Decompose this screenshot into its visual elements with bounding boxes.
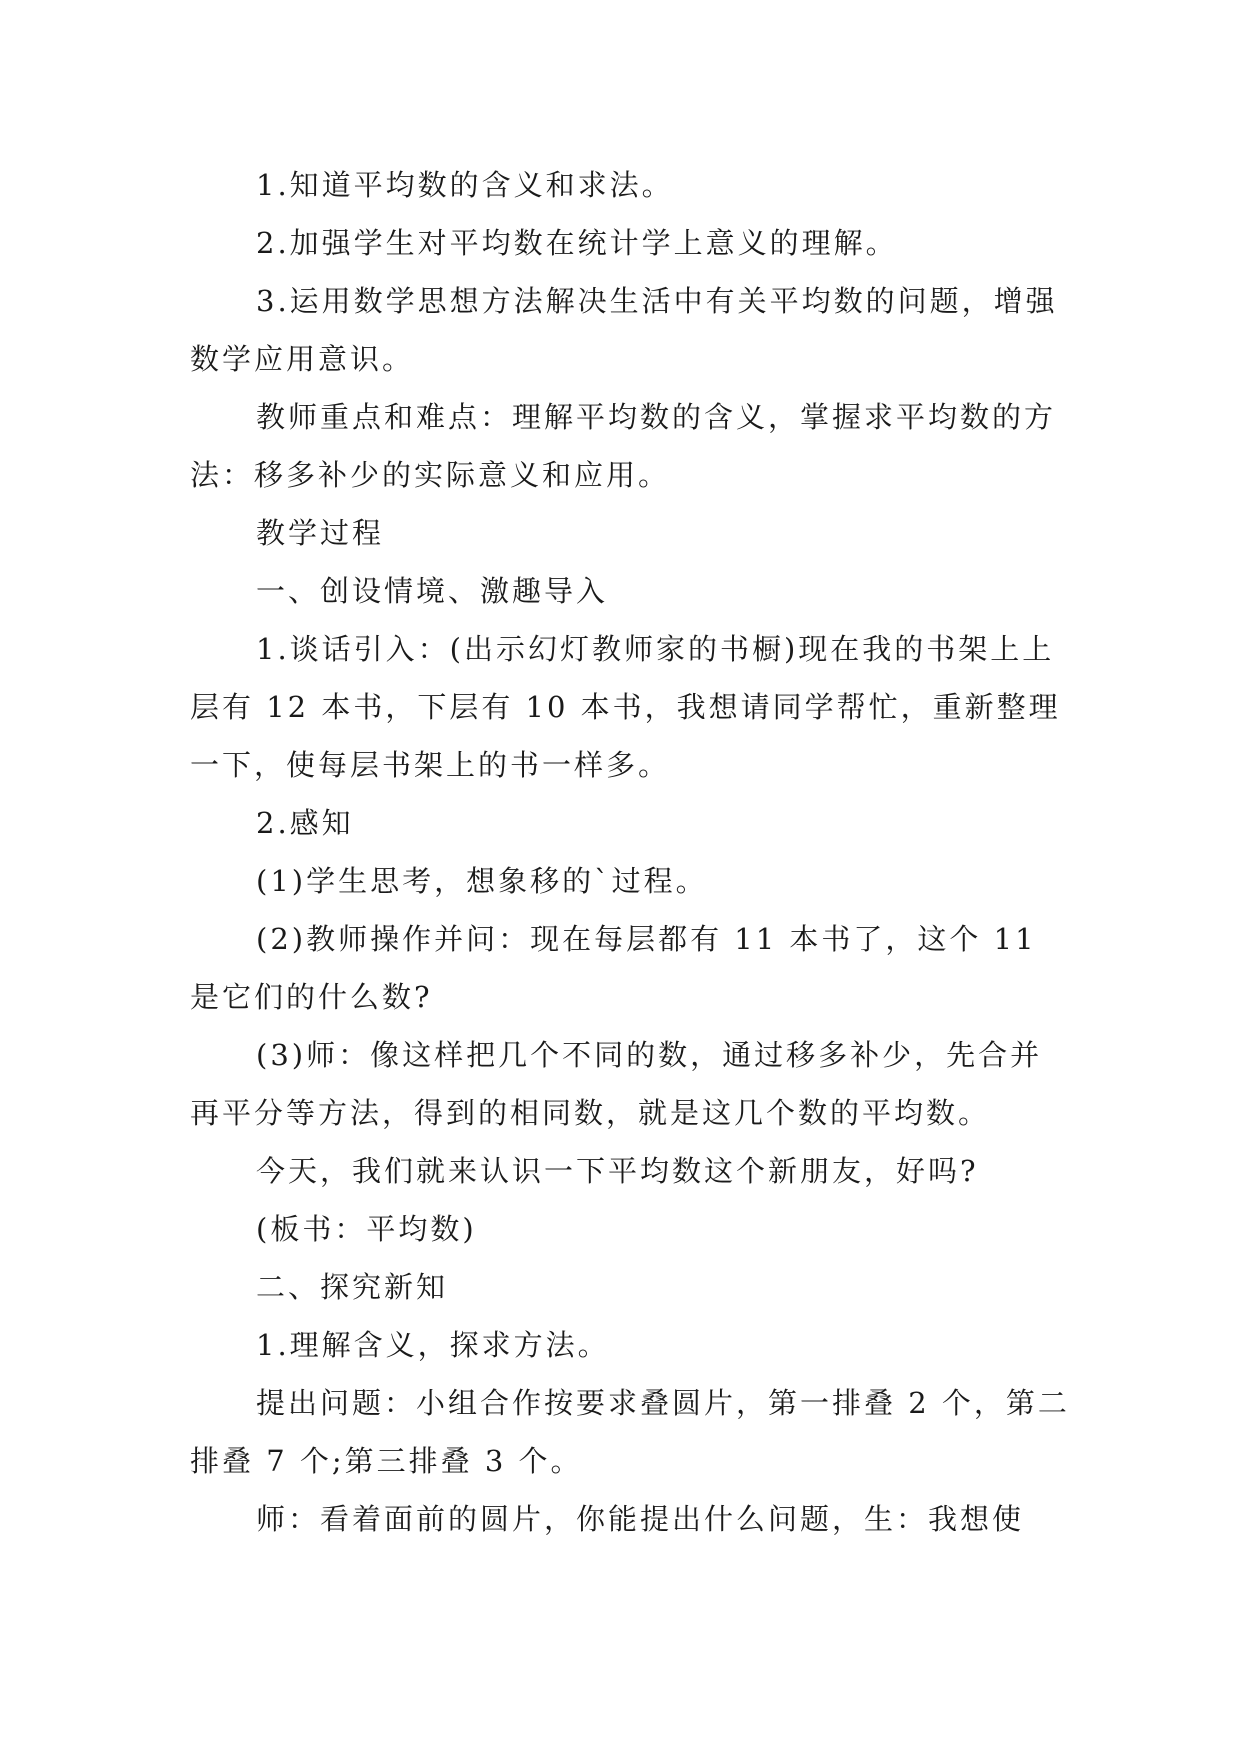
paragraph-teacher-prompt: 师：看着面前的圆片，你能提出什么问题，生：我想使 <box>256 1502 1025 1536</box>
paragraph-question: 提出问题：小组合作按要求叠圆片，第一排叠 2 个，第二排叠 7 个;第三排叠 3 个。 <box>190 1386 1070 1478</box>
paragraph-objective-1: 1.知道平均数的含义和求法。 <box>256 168 674 202</box>
paragraph-key-points: 教师重点和难点：理解平均数的含义，掌握求平均数的方法：移多补少的实际意义和应用。 <box>190 400 1057 492</box>
paragraph-step-3: (3)师：像这样把几个不同的数，通过移多补少，先合并再平分等方法，得到的相同数，就是这几个数的平均数。 <box>190 1038 1043 1130</box>
paragraph-step-2: (2)教师操作并问：现在每层都有 11 本书了，这个 11 是它们的什么数? <box>190 922 1037 1014</box>
heading-teaching-process: 教学过程 <box>256 516 385 550</box>
paragraph-step-1: (1)学生思考，想象移的`过程。 <box>256 864 708 898</box>
paragraph-perception: 2.感知 <box>256 806 354 840</box>
paragraph-intro: 1.谈话引入：(出示幻灯教师家的书橱)现在我的书架上上层有 12 本书，下层有 10 本书，我想请同学帮忙，重新整理一下，使每层书架上的书一样多。 <box>190 632 1061 782</box>
paragraph-board-note: (板书：平均数) <box>256 1212 477 1246</box>
paragraph-objective-3: 3.运用数学思想方法解决生活中有关平均数的问题，增强数学应用意识。 <box>190 284 1058 376</box>
paragraph-understand: 1.理解含义，探求方法。 <box>256 1328 610 1362</box>
paragraph-objective-2: 2.加强学生对平均数在统计学上意义的理解。 <box>256 226 898 260</box>
document-body <box>190 156 1070 1548</box>
heading-section-one: 一、创设情境、激趣导入 <box>256 574 609 608</box>
heading-section-two: 二、探究新知 <box>256 1270 449 1304</box>
paragraph-today: 今天，我们就来认识一下平均数这个新朋友，好吗? <box>256 1154 979 1188</box>
